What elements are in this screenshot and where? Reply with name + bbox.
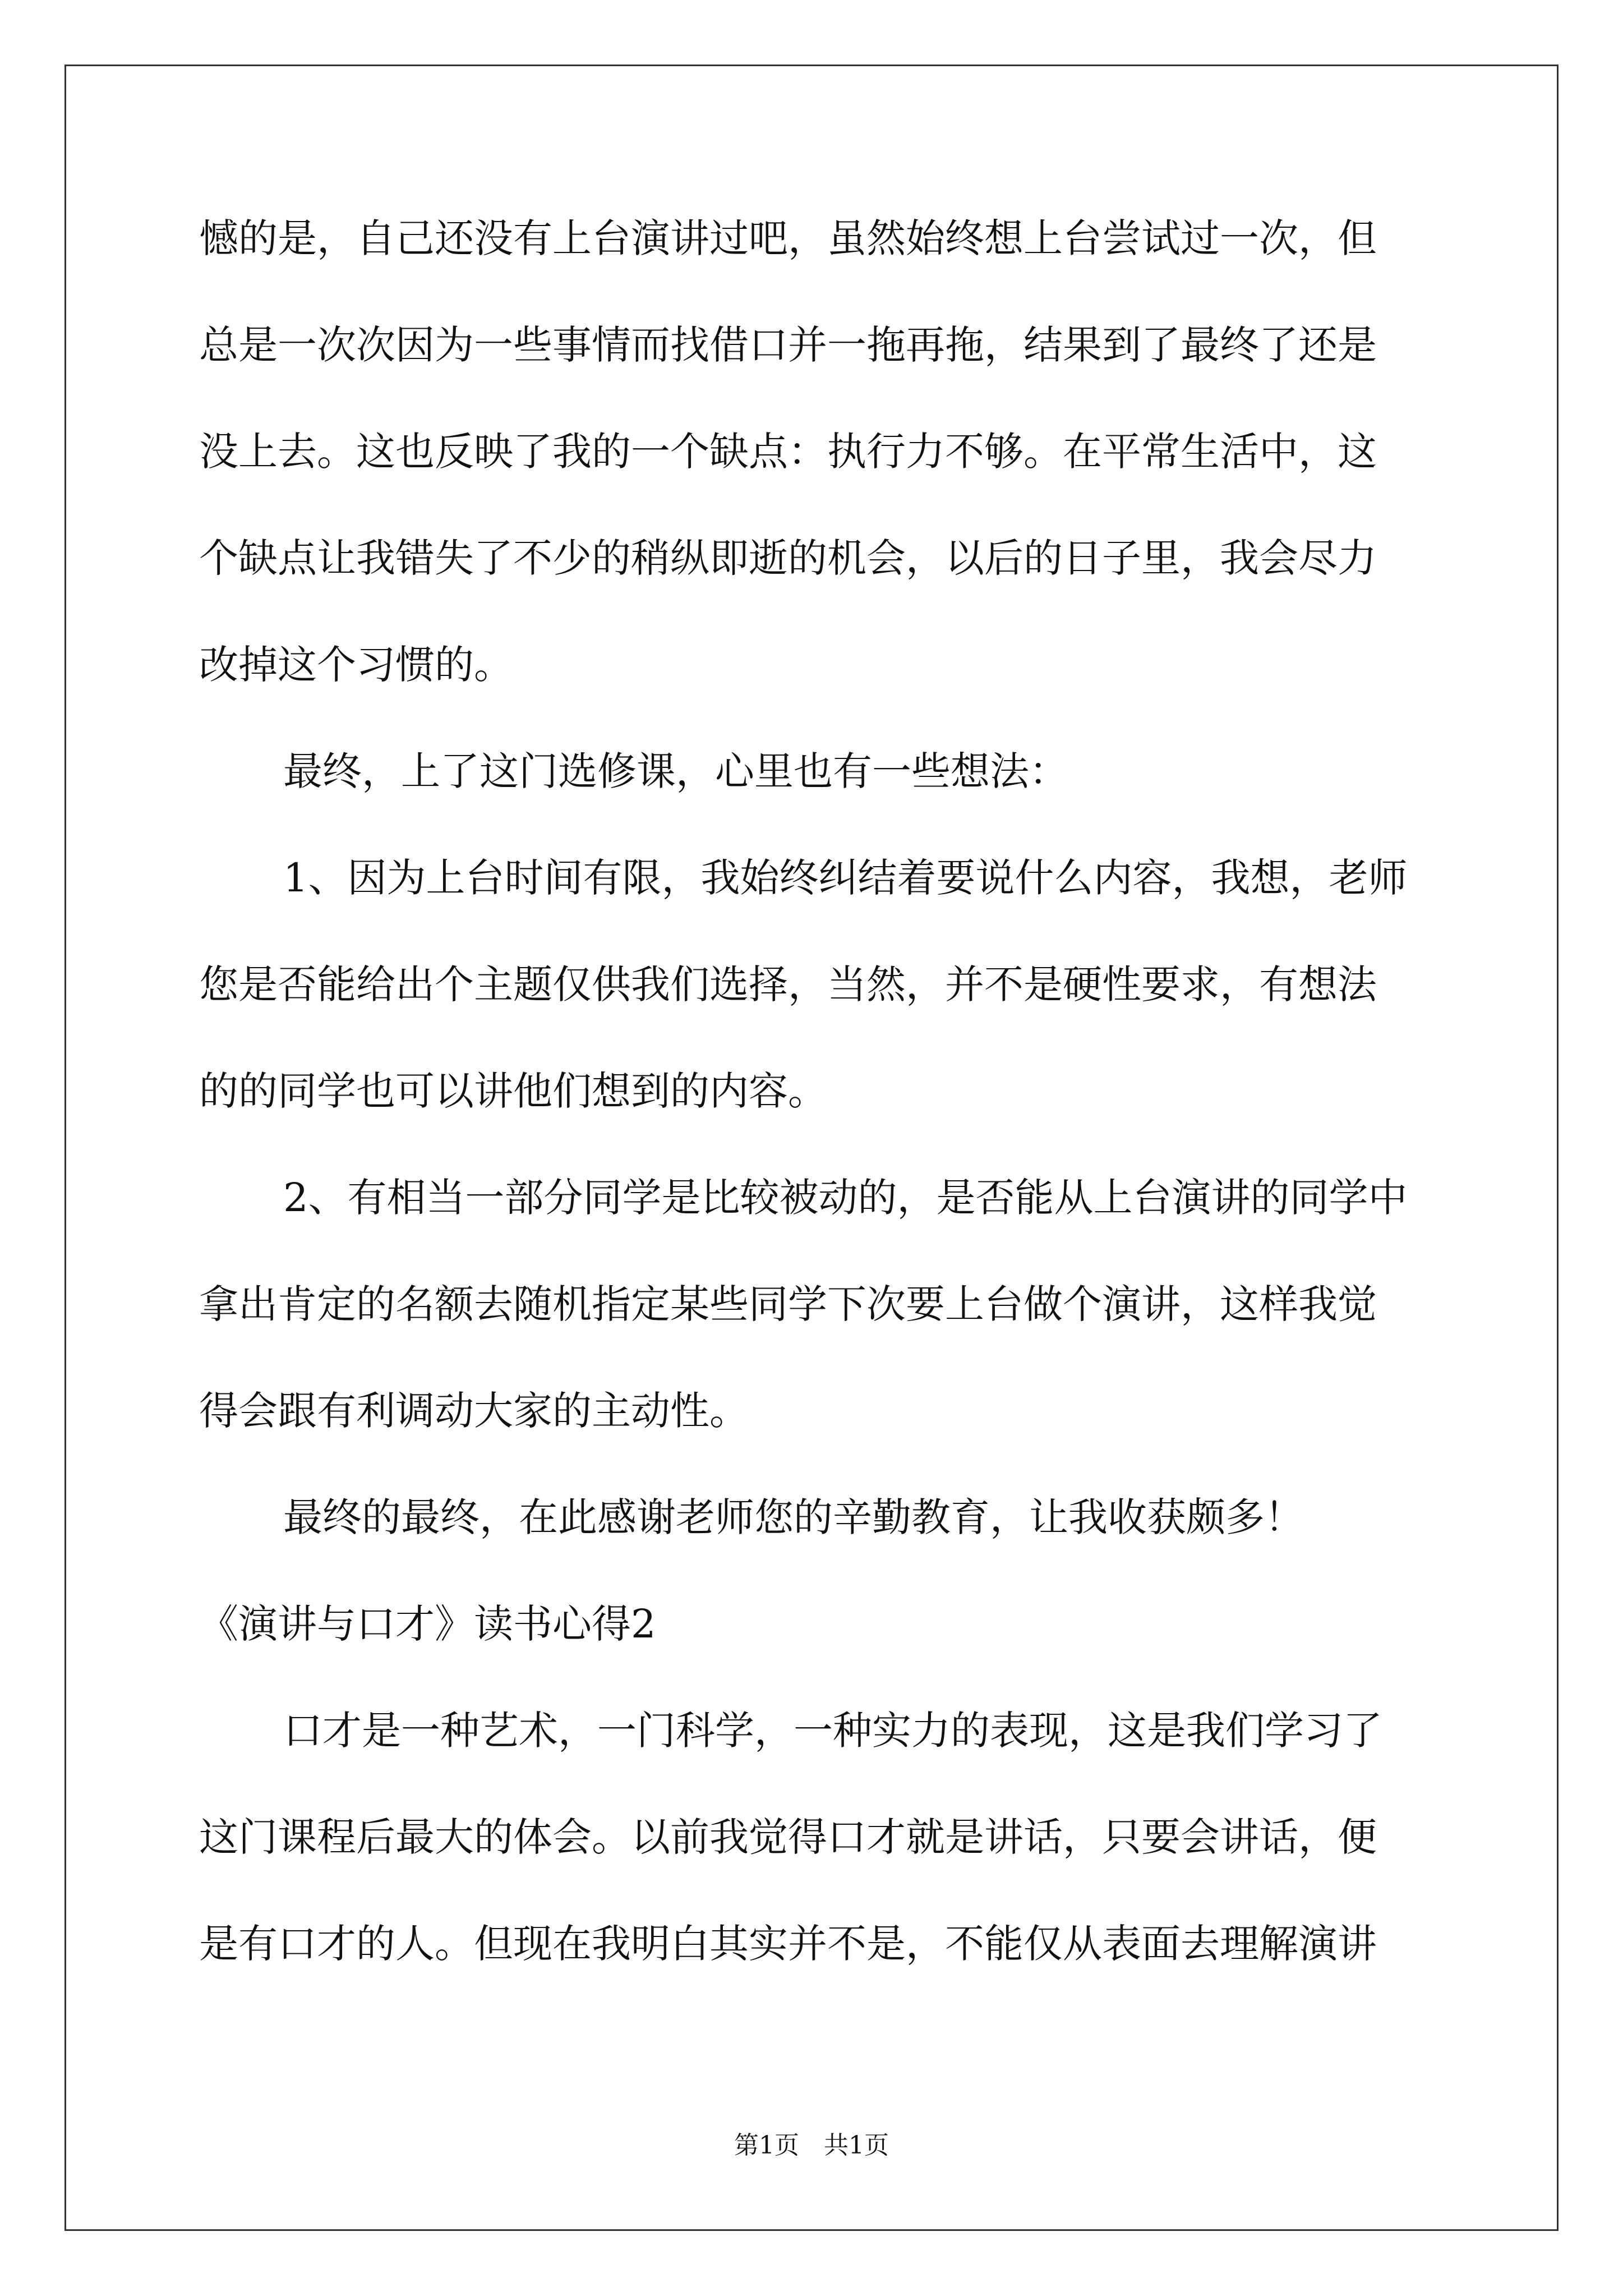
text-line: 没上去。这也反映了我的一个缺点：执行力不够。在平常生活中，这 [199, 429, 1377, 475]
section-heading: 《演讲与口才》读书心得2 [199, 1601, 656, 1647]
text-line: 改掉这个习惯的。 [199, 642, 513, 688]
page-border [64, 65, 1559, 2231]
text-line: 得会跟有利调动大家的主动性。 [199, 1388, 749, 1434]
text-line: 个缺点让我错失了不少的稍纵即逝的机会，以后的日子里，我会尽力 [199, 535, 1377, 581]
text-line: 您是否能给出个主题仅供我们选择，当然，并不是硬性要求，有想法 [199, 961, 1377, 1007]
text-line: 最终，上了这门选修课，心里也有一些想法： [283, 748, 1068, 794]
text-line: 的的同学也可以讲他们想到的内容。 [199, 1068, 827, 1114]
text-line: 是有口才的人。但现在我明白其实并不是，不能仅从表面去理解演讲 [199, 1921, 1377, 1967]
text-line: 拿出肯定的名额去随机指定某些同学下次要上台做个演讲，这样我觉 [199, 1281, 1377, 1327]
text-line: 总是一次次因为一些事情而找借口并一拖再拖，结果到了最终了还是 [199, 322, 1377, 368]
page-footer: 第1页 共1页 [734, 2131, 889, 2160]
text-line: 这门课程后最大的体会。以前我觉得口才就是讲话，只要会讲话，便 [199, 1814, 1377, 1860]
text-line: 1、因为上台时间有限，我始终纠结着要说什么内容，我想，老师 [283, 855, 1408, 901]
text-line: 口才是一种艺术，一门科学，一种实力的表现，这是我们学习了 [283, 1708, 1382, 1754]
text-line: 憾的是，自己还没有上台演讲过吧，虽然始终想上台尝试过一次，但 [199, 215, 1377, 261]
text-line: 2、有相当一部分同学是比较被动的，是否能从上台演讲的同学中 [283, 1175, 1408, 1221]
text-line: 最终的最终，在此感谢老师您的辛勤教育，让我收获颇多！ [283, 1494, 1304, 1540]
